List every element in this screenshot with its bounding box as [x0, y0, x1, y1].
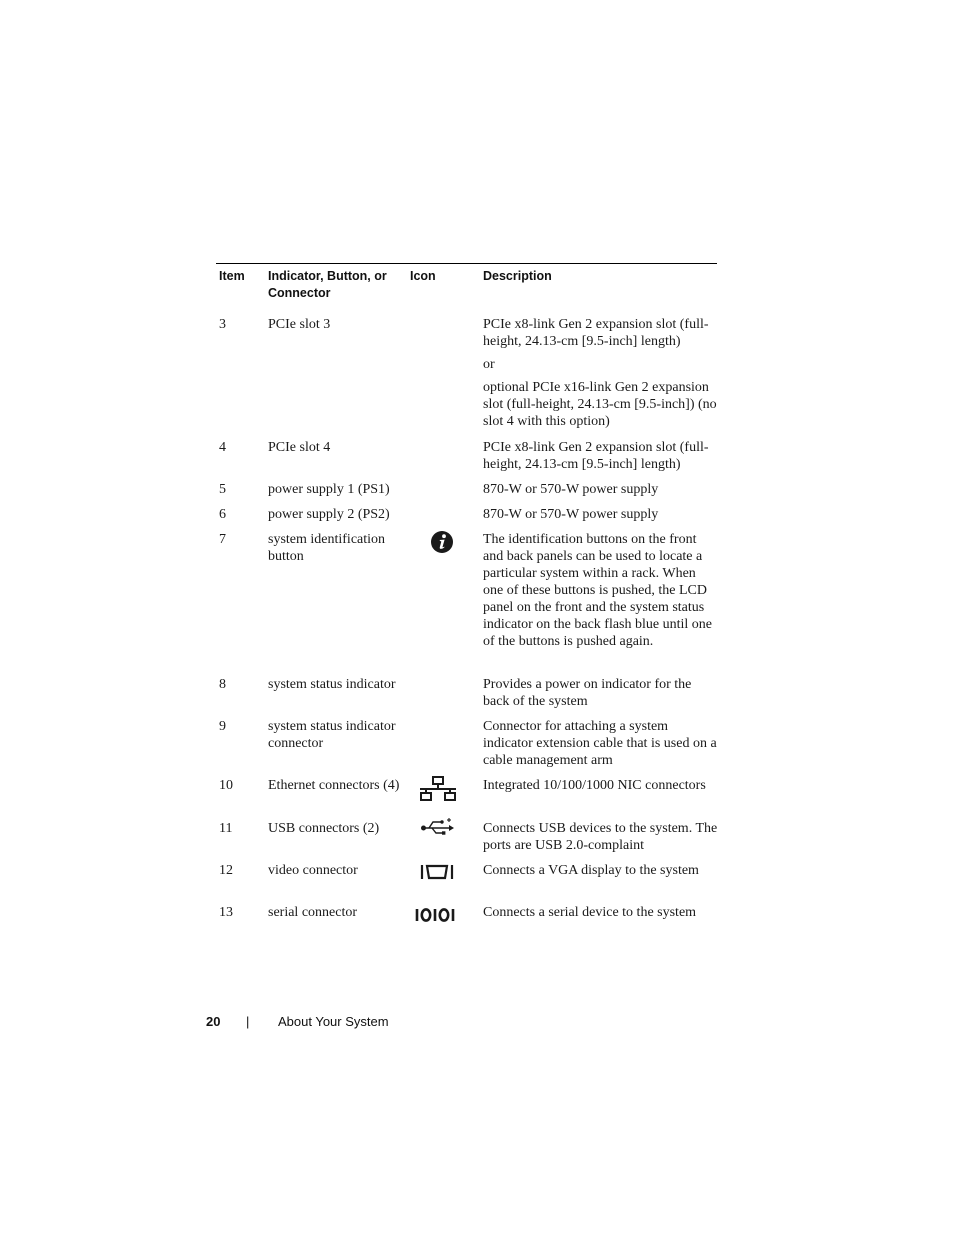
item-name: system status indicator — [268, 677, 396, 692]
item-name: Ethernet connectors (4) — [268, 778, 400, 793]
item-description — [483, 506, 719, 529]
table-row — [216, 820, 717, 862]
description-paragraph: 870-W or 570-W power supply — [483, 507, 659, 522]
description-paragraph: Connector for attaching a system indicator extension cable that is used on a cable management arm — [483, 719, 717, 768]
item-number: 5 — [219, 482, 226, 497]
description-paragraph: optional PCIe x16-link Gen 2 expansion slot (full-height, 24.13-cm [9.5-inch]) (no slot 4 with this option) — [483, 380, 717, 429]
table-row — [216, 676, 717, 718]
item-name: video connector — [268, 863, 358, 878]
item-number: 10 — [219, 778, 233, 793]
table-row — [216, 718, 717, 777]
connector-table — [216, 263, 717, 934]
item-name: PCIe slot 3 — [268, 317, 331, 332]
network-icon — [419, 776, 457, 802]
item-description — [483, 676, 719, 716]
description-paragraph: PCIe x8-link Gen 2 expansion slot (full-height, 24.13-cm [9.5-inch] length) — [483, 317, 709, 349]
item-name: USB connectors (2) — [268, 821, 380, 836]
item-description — [483, 481, 719, 504]
description-paragraph: Provides a power on indicator for the back of the system — [483, 677, 692, 709]
description-paragraph: Connects a serial device to the system — [483, 905, 697, 920]
item-name: system identification button — [268, 532, 386, 564]
description-paragraph: The identification buttons on the front and back panels can be used to locate a particular system within a rack. When one of these buttons is pushed, the LCD panel on the front and the system status indicator on the back flash blue until one of the buttons is pushed again. — [483, 532, 712, 649]
video-icon — [420, 862, 454, 882]
footer-separator: | — [246, 1014, 250, 1029]
description-paragraph: Connects a VGA display to the system — [483, 863, 699, 878]
item-number: 12 — [219, 863, 233, 878]
header-name: Indicator, Button, or Connector — [268, 269, 387, 300]
table-row — [216, 506, 717, 531]
usb-icon — [420, 817, 456, 837]
table-row — [216, 531, 717, 676]
item-number: 7 — [219, 532, 226, 547]
item-number: 3 — [219, 317, 226, 332]
item-number: 9 — [219, 719, 226, 734]
item-description — [483, 718, 719, 775]
item-description — [483, 904, 719, 927]
serial-icon — [414, 907, 462, 923]
item-description — [483, 439, 719, 479]
item-number: 4 — [219, 440, 226, 455]
item-description — [483, 316, 719, 436]
description-paragraph: or — [483, 357, 495, 372]
header-icon: Icon — [410, 269, 436, 283]
description-paragraph: Integrated 10/100/1000 NIC connectors — [483, 778, 706, 793]
item-description — [483, 531, 719, 656]
table-row — [216, 904, 717, 934]
description-paragraph: Connects USB devices to the system. The ports are USB 2.0-complaint — [483, 821, 718, 853]
item-number: 13 — [219, 905, 233, 920]
description-paragraph: PCIe x8-link Gen 2 expansion slot (full-height, 24.13-cm [9.5-inch] length) — [483, 440, 709, 472]
item-description — [483, 862, 719, 885]
section-title: About Your System — [278, 1014, 389, 1029]
table-row — [216, 439, 717, 481]
item-name: serial connector — [268, 905, 358, 920]
table-header — [216, 263, 717, 316]
table-row — [216, 481, 717, 506]
item-number: 8 — [219, 677, 226, 692]
table-row — [216, 316, 717, 439]
table-row — [216, 862, 717, 904]
header-item: Item — [219, 269, 245, 283]
item-name: system status indicator connector — [268, 719, 396, 751]
item-description — [483, 777, 719, 800]
table-row — [216, 777, 717, 820]
description-paragraph: 870-W or 570-W power supply — [483, 482, 659, 497]
item-name: power supply 1 (PS1) — [268, 482, 390, 497]
item-name: PCIe slot 4 — [268, 440, 331, 455]
item-number: 6 — [219, 507, 226, 522]
page-number: 20 — [206, 1014, 221, 1029]
item-name: power supply 2 (PS2) — [268, 507, 390, 522]
item-description — [483, 820, 719, 860]
info-icon — [430, 530, 454, 554]
header-description: Description — [483, 269, 552, 283]
item-number: 11 — [219, 821, 233, 836]
